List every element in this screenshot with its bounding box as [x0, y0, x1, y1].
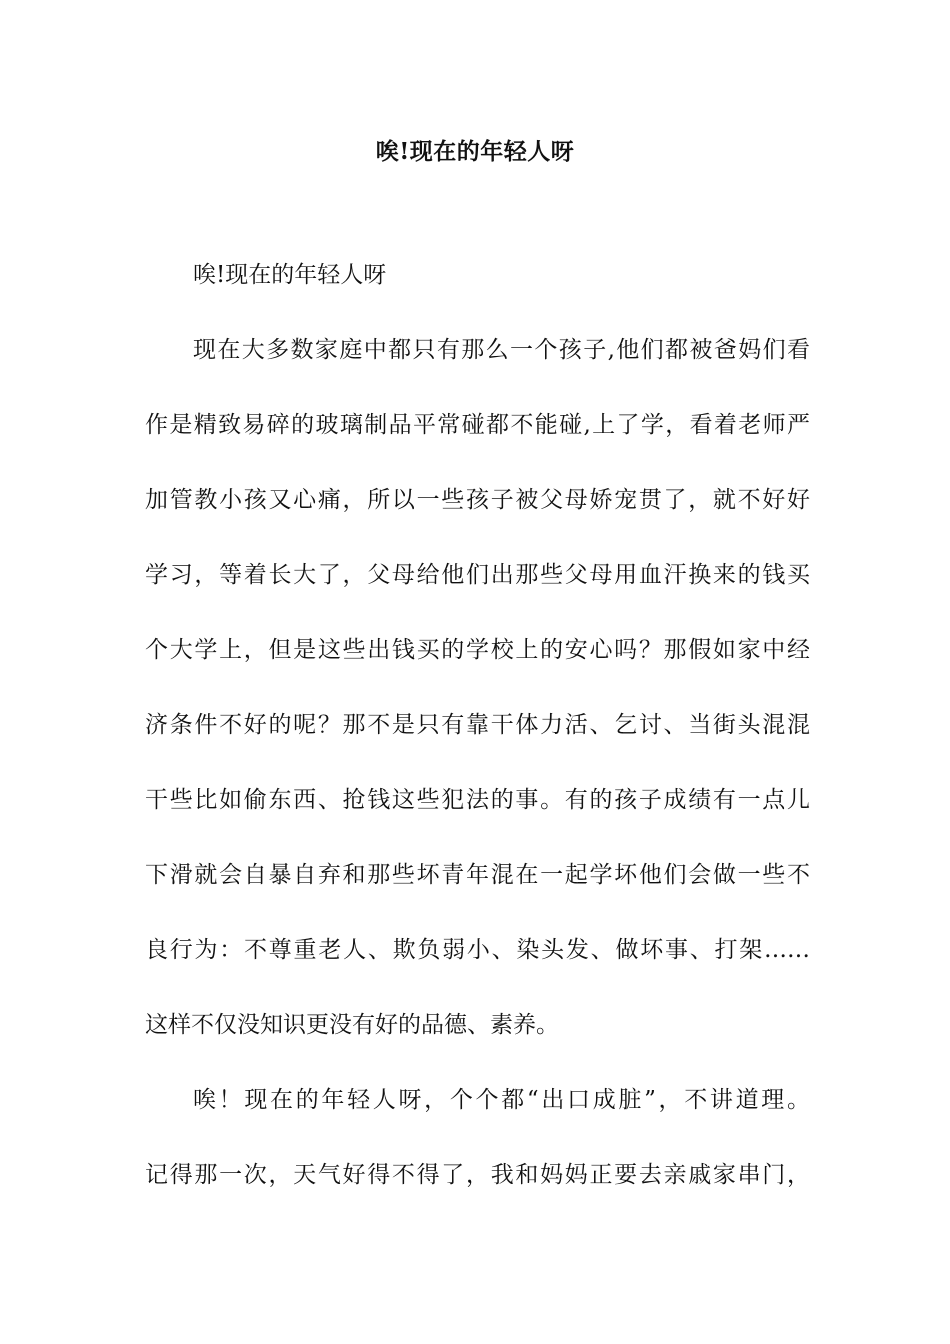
text-line: 这样不仅没知识更没有好的品德、素养。	[145, 1012, 559, 1038]
text-line: 济条件不好的呢？那不是只有靠干体力活、乞讨、当街头混混	[145, 712, 810, 738]
text-line: 作是精致易碎的玻璃制品平常碰都不能碰,上了学，看着老师严	[145, 412, 810, 438]
paragraph-subtitle	[145, 257, 810, 295]
text-line: 良行为：不尊重老人、欺负弱小、染头发、做坏事、打架……	[145, 937, 810, 963]
text-line: 个大学上，但是这些出钱买的学校上的安心吗？那假如家中经	[145, 637, 810, 663]
paragraph-2	[145, 1082, 810, 1195]
text-line: 下滑就会自暴自弃和那些坏青年混在一起学坏他们会做一些不	[145, 862, 810, 888]
text-line: 记得那一次，天气好得不得了，我和妈妈正要去亲戚家串门，	[145, 1162, 810, 1188]
text-line: 现在大多数家庭中都只有那么一个孩子,他们都被爸妈们看	[193, 337, 810, 363]
document-title: 唉!现在的年轻人呀	[375, 138, 575, 165]
text-line: 唉！现在的年轻人呀，个个都“出口成脏”，不讲道理。	[193, 1087, 810, 1113]
text-line: 加管教小孩又心痛，所以一些孩子被父母娇宠贯了，就不好好	[145, 487, 810, 513]
paragraph-1	[145, 332, 810, 1045]
text-line: 唉!现在的年轻人呀	[193, 262, 387, 288]
text-line: 学习，等着长大了，父母给他们出那些父母用血汗换来的钱买	[145, 562, 810, 588]
document-body	[145, 257, 810, 1232]
text-line: 干些比如偷东西、抢钱这些犯法的事。有的孩子成绩有一点儿	[145, 787, 810, 813]
